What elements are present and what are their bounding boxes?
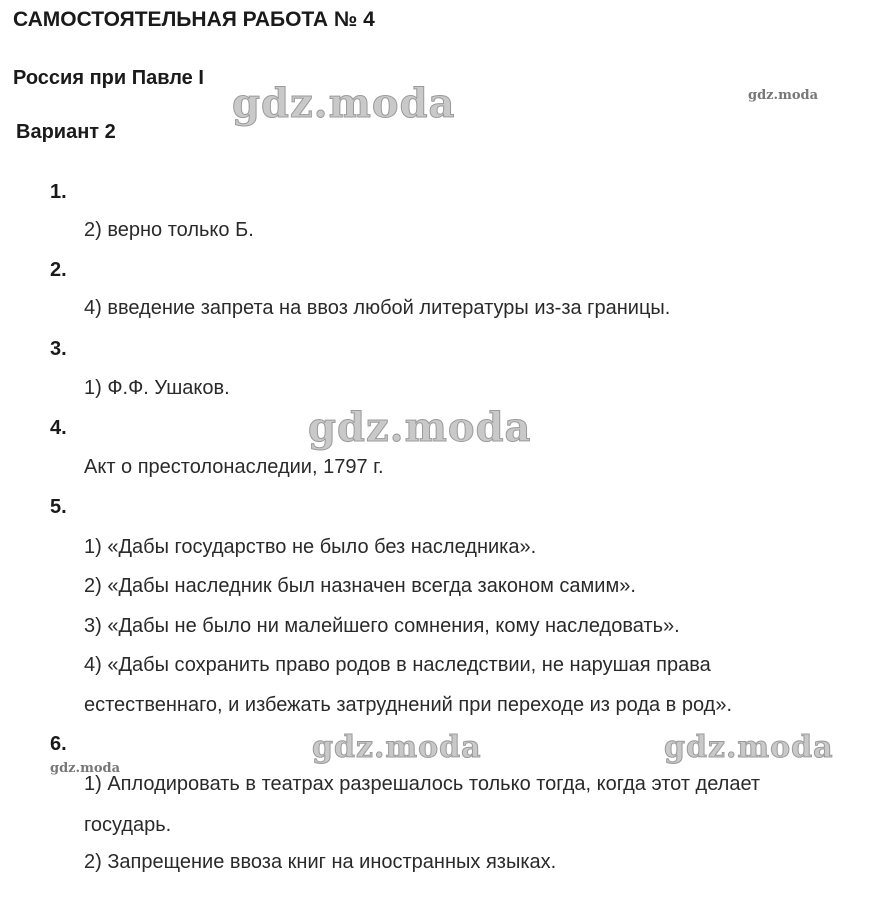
- question-1-number: 1.: [50, 181, 67, 203]
- answer-line: Акт о престолонаследии, 1797 г.: [84, 456, 384, 478]
- answer-line: 4) введение запрета на ввоз любой литературы из-за границы.: [84, 297, 671, 319]
- answer-line: 2) Запрещение ввоза книг на иностранных языках.: [84, 851, 557, 873]
- watermark-logo: gdz.moda: [748, 88, 819, 103]
- watermark-logo: gdz.moda: [50, 761, 121, 776]
- answer-line: 1) Аплодировать в театрах разрешалось только тогда, когда этот делает: [84, 773, 761, 795]
- variant-heading: Вариант 2: [16, 121, 116, 143]
- answer-line: естественнаго, и избежать затруднений при переходе из рода в род».: [84, 694, 733, 716]
- answer-line: 2) «Дабы наследник был назначен всегда законом самим».: [84, 575, 636, 597]
- answer-line: 1) «Дабы государство не было без наследника».: [84, 536, 537, 558]
- question-5-number: 5.: [50, 496, 67, 518]
- watermark-logo: gdz.moda: [232, 80, 456, 127]
- answer-line: 1) Ф.Ф. Ушаков.: [84, 377, 230, 399]
- watermark-logo: gdz.moda: [312, 730, 482, 765]
- answer-line: 2) верно только Б.: [84, 219, 254, 241]
- question-2-number: 2.: [50, 259, 67, 281]
- question-4-number: 4.: [50, 417, 67, 439]
- page-title: САМОСТОЯТЕЛЬНАЯ РАБОТА № 4: [13, 8, 375, 31]
- watermark-logo: gdz.moda: [664, 730, 834, 765]
- answer-line: 4) «Дабы сохранить право родов в наследствии, не нарушая права: [84, 654, 711, 676]
- answer-line: 3) «Дабы не было ни малейшего сомнения, кому наследовать».: [84, 615, 680, 637]
- watermark-logo: gdz.moda: [308, 404, 532, 451]
- question-3-number: 3.: [50, 338, 67, 360]
- topic-heading: Россия при Павле I: [13, 67, 204, 89]
- question-6-number: 6.: [50, 733, 67, 755]
- answer-line: государь.: [84, 814, 172, 836]
